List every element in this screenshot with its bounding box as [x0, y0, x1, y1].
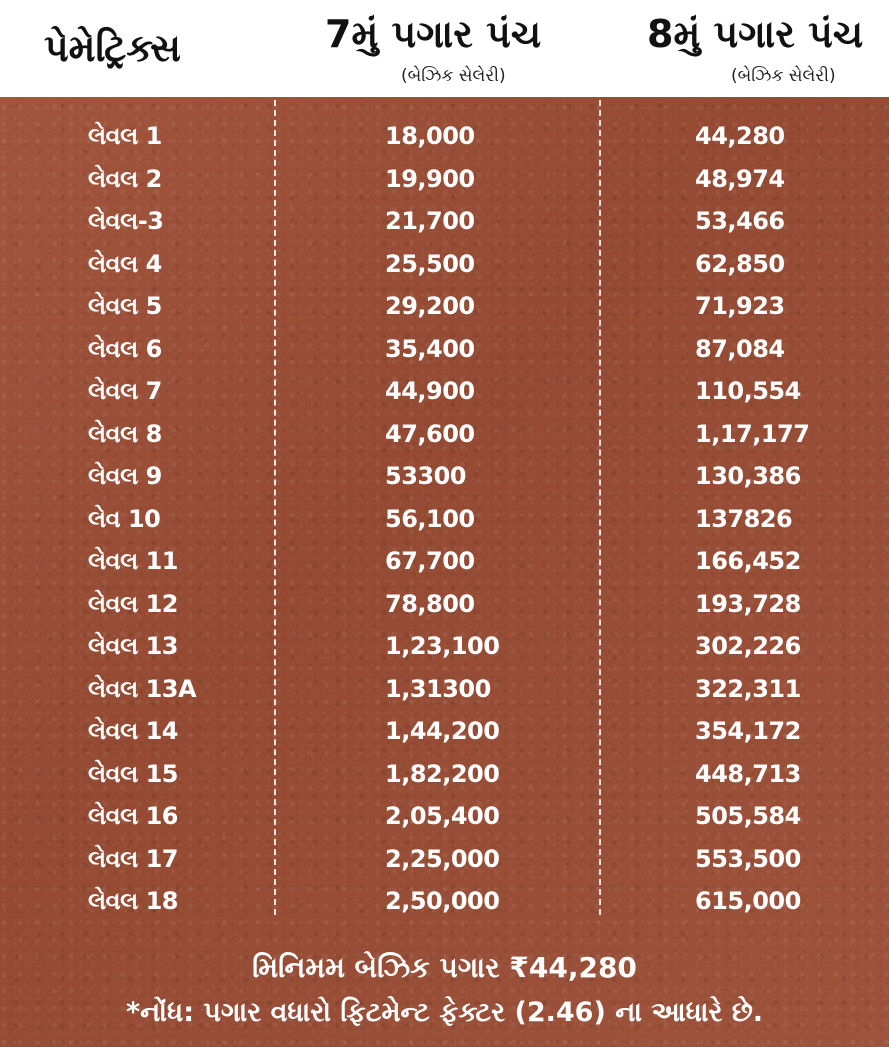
- level-cell: લેવલ 9: [88, 462, 162, 490]
- 7th-pay-cell: 1,44,200: [385, 717, 500, 745]
- level-cell: લેવલ 18: [88, 887, 178, 915]
- level-cell: લેવલ-3: [88, 207, 164, 235]
- table-row: [0, 625, 889, 668]
- table-row: [0, 243, 889, 286]
- 7th-pay-cell: 1,82,200: [385, 759, 500, 788]
- table-row: [0, 200, 889, 243]
- 8th-pay-cell: 53,466: [695, 207, 785, 235]
- header-7th-pay-subtitle: (બેઝિક સેલેરી): [401, 66, 506, 86]
- level-cell: લેવલ 1: [88, 122, 162, 150]
- 8th-pay-cell: 448,713: [695, 759, 801, 788]
- 8th-pay-cell: 87,084: [695, 334, 785, 363]
- 8th-pay-cell: 505,584: [695, 802, 801, 830]
- 7th-pay-cell: 78,800: [385, 589, 475, 618]
- 7th-pay-cell: 67,700: [385, 547, 475, 575]
- 8th-pay-cell: 553,500: [695, 844, 801, 873]
- header-8th-pay-subtitle: (બેઝિક સેલેરી): [731, 66, 836, 86]
- 8th-pay-cell: 193,728: [695, 589, 801, 618]
- 8th-pay-cell: 130,386: [695, 462, 801, 490]
- 8th-pay-cell: 62,850: [695, 249, 785, 278]
- 7th-pay-cell: 2,05,400: [385, 802, 500, 830]
- level-cell: લેવલ 15: [88, 759, 178, 788]
- 7th-pay-cell: 25,500: [385, 249, 475, 278]
- 8th-pay-cell: 71,923: [695, 292, 785, 320]
- 7th-pay-cell: 19,900: [385, 164, 475, 193]
- 7th-pay-cell: 1,23,100: [385, 632, 500, 660]
- 8th-pay-cell: 166,452: [695, 547, 801, 575]
- level-cell: લેવલ 8: [88, 419, 162, 448]
- 7th-pay-cell: 56,100: [385, 504, 475, 533]
- 7th-pay-cell: 21,700: [385, 207, 475, 235]
- table-row: [0, 370, 889, 413]
- header-8th-pay-title: 8મું પગાર પંચ: [647, 12, 864, 56]
- table-row: [0, 838, 889, 881]
- 8th-pay-cell: 48,974: [695, 164, 785, 193]
- level-cell: લેવલ 2: [88, 164, 162, 193]
- 7th-pay-cell: 44,900: [385, 377, 475, 405]
- 8th-pay-cell: 354,172: [695, 717, 801, 745]
- level-cell: લેવલ 4: [88, 249, 162, 278]
- level-cell: લેવલ 7: [88, 377, 162, 405]
- table-row: [0, 583, 889, 626]
- 8th-pay-cell: 44,280: [695, 122, 785, 150]
- 7th-pay-cell: 29,200: [385, 292, 475, 320]
- 7th-pay-cell: 35,400: [385, 334, 475, 363]
- header-7th-pay-title: 7મું પગાર પંચ: [325, 12, 542, 56]
- table-row: [0, 668, 889, 711]
- table-row: [0, 498, 889, 541]
- table-row: [0, 540, 889, 583]
- table-row: [0, 455, 889, 498]
- level-cell: લેવલ 11: [88, 547, 178, 575]
- 8th-pay-cell: 302,226: [695, 632, 801, 660]
- 8th-pay-cell: 615,000: [695, 887, 801, 915]
- 7th-pay-cell: 47,600: [385, 419, 475, 448]
- table-row: [0, 880, 889, 923]
- table-row: [0, 115, 889, 158]
- level-cell: લેવલ 16: [88, 802, 178, 830]
- level-cell: લેવલ 13A: [88, 674, 197, 703]
- fitment-factor-note: *નોંધ: પગાર વધારો ફિટમેન્ટ ફેક્ટર (2.46) ના આધારે છે.: [126, 997, 763, 1028]
- level-cell: લેવલ 13: [88, 632, 178, 660]
- table-row: [0, 413, 889, 456]
- level-cell: લેવલ 5: [88, 292, 162, 320]
- level-cell: લેવલ 14: [88, 717, 178, 745]
- table-row: [0, 795, 889, 838]
- level-cell: લેવલ 6: [88, 334, 162, 363]
- pay-table-body: [0, 115, 889, 923]
- 7th-pay-cell: 2,50,000: [385, 887, 500, 915]
- 8th-pay-cell: 137826: [695, 504, 793, 533]
- 7th-pay-cell: 2,25,000: [385, 844, 500, 873]
- 7th-pay-cell: 1,31300: [385, 674, 491, 703]
- table-header: [0, 0, 889, 97]
- table-row: [0, 285, 889, 328]
- level-cell: લેવલ 17: [88, 844, 178, 873]
- table-row: [0, 158, 889, 201]
- header-paymatrix-title: પેમેટ્રિક્સ: [44, 26, 181, 70]
- level-cell: લેવલ 12: [88, 589, 178, 618]
- 8th-pay-cell: 1,17,177: [695, 419, 810, 448]
- 7th-pay-cell: 18,000: [385, 122, 475, 150]
- 8th-pay-cell: 110,554: [695, 377, 801, 405]
- table-row: [0, 328, 889, 371]
- level-cell: લેવ 10: [88, 504, 161, 533]
- 7th-pay-cell: 53300: [385, 462, 466, 490]
- 8th-pay-cell: 322,311: [695, 674, 801, 703]
- table-row: [0, 710, 889, 753]
- minimum-basic-pay-note: મિનિમમ બેઝિક પગાર ₹44,280: [252, 951, 637, 984]
- table-row: [0, 753, 889, 796]
